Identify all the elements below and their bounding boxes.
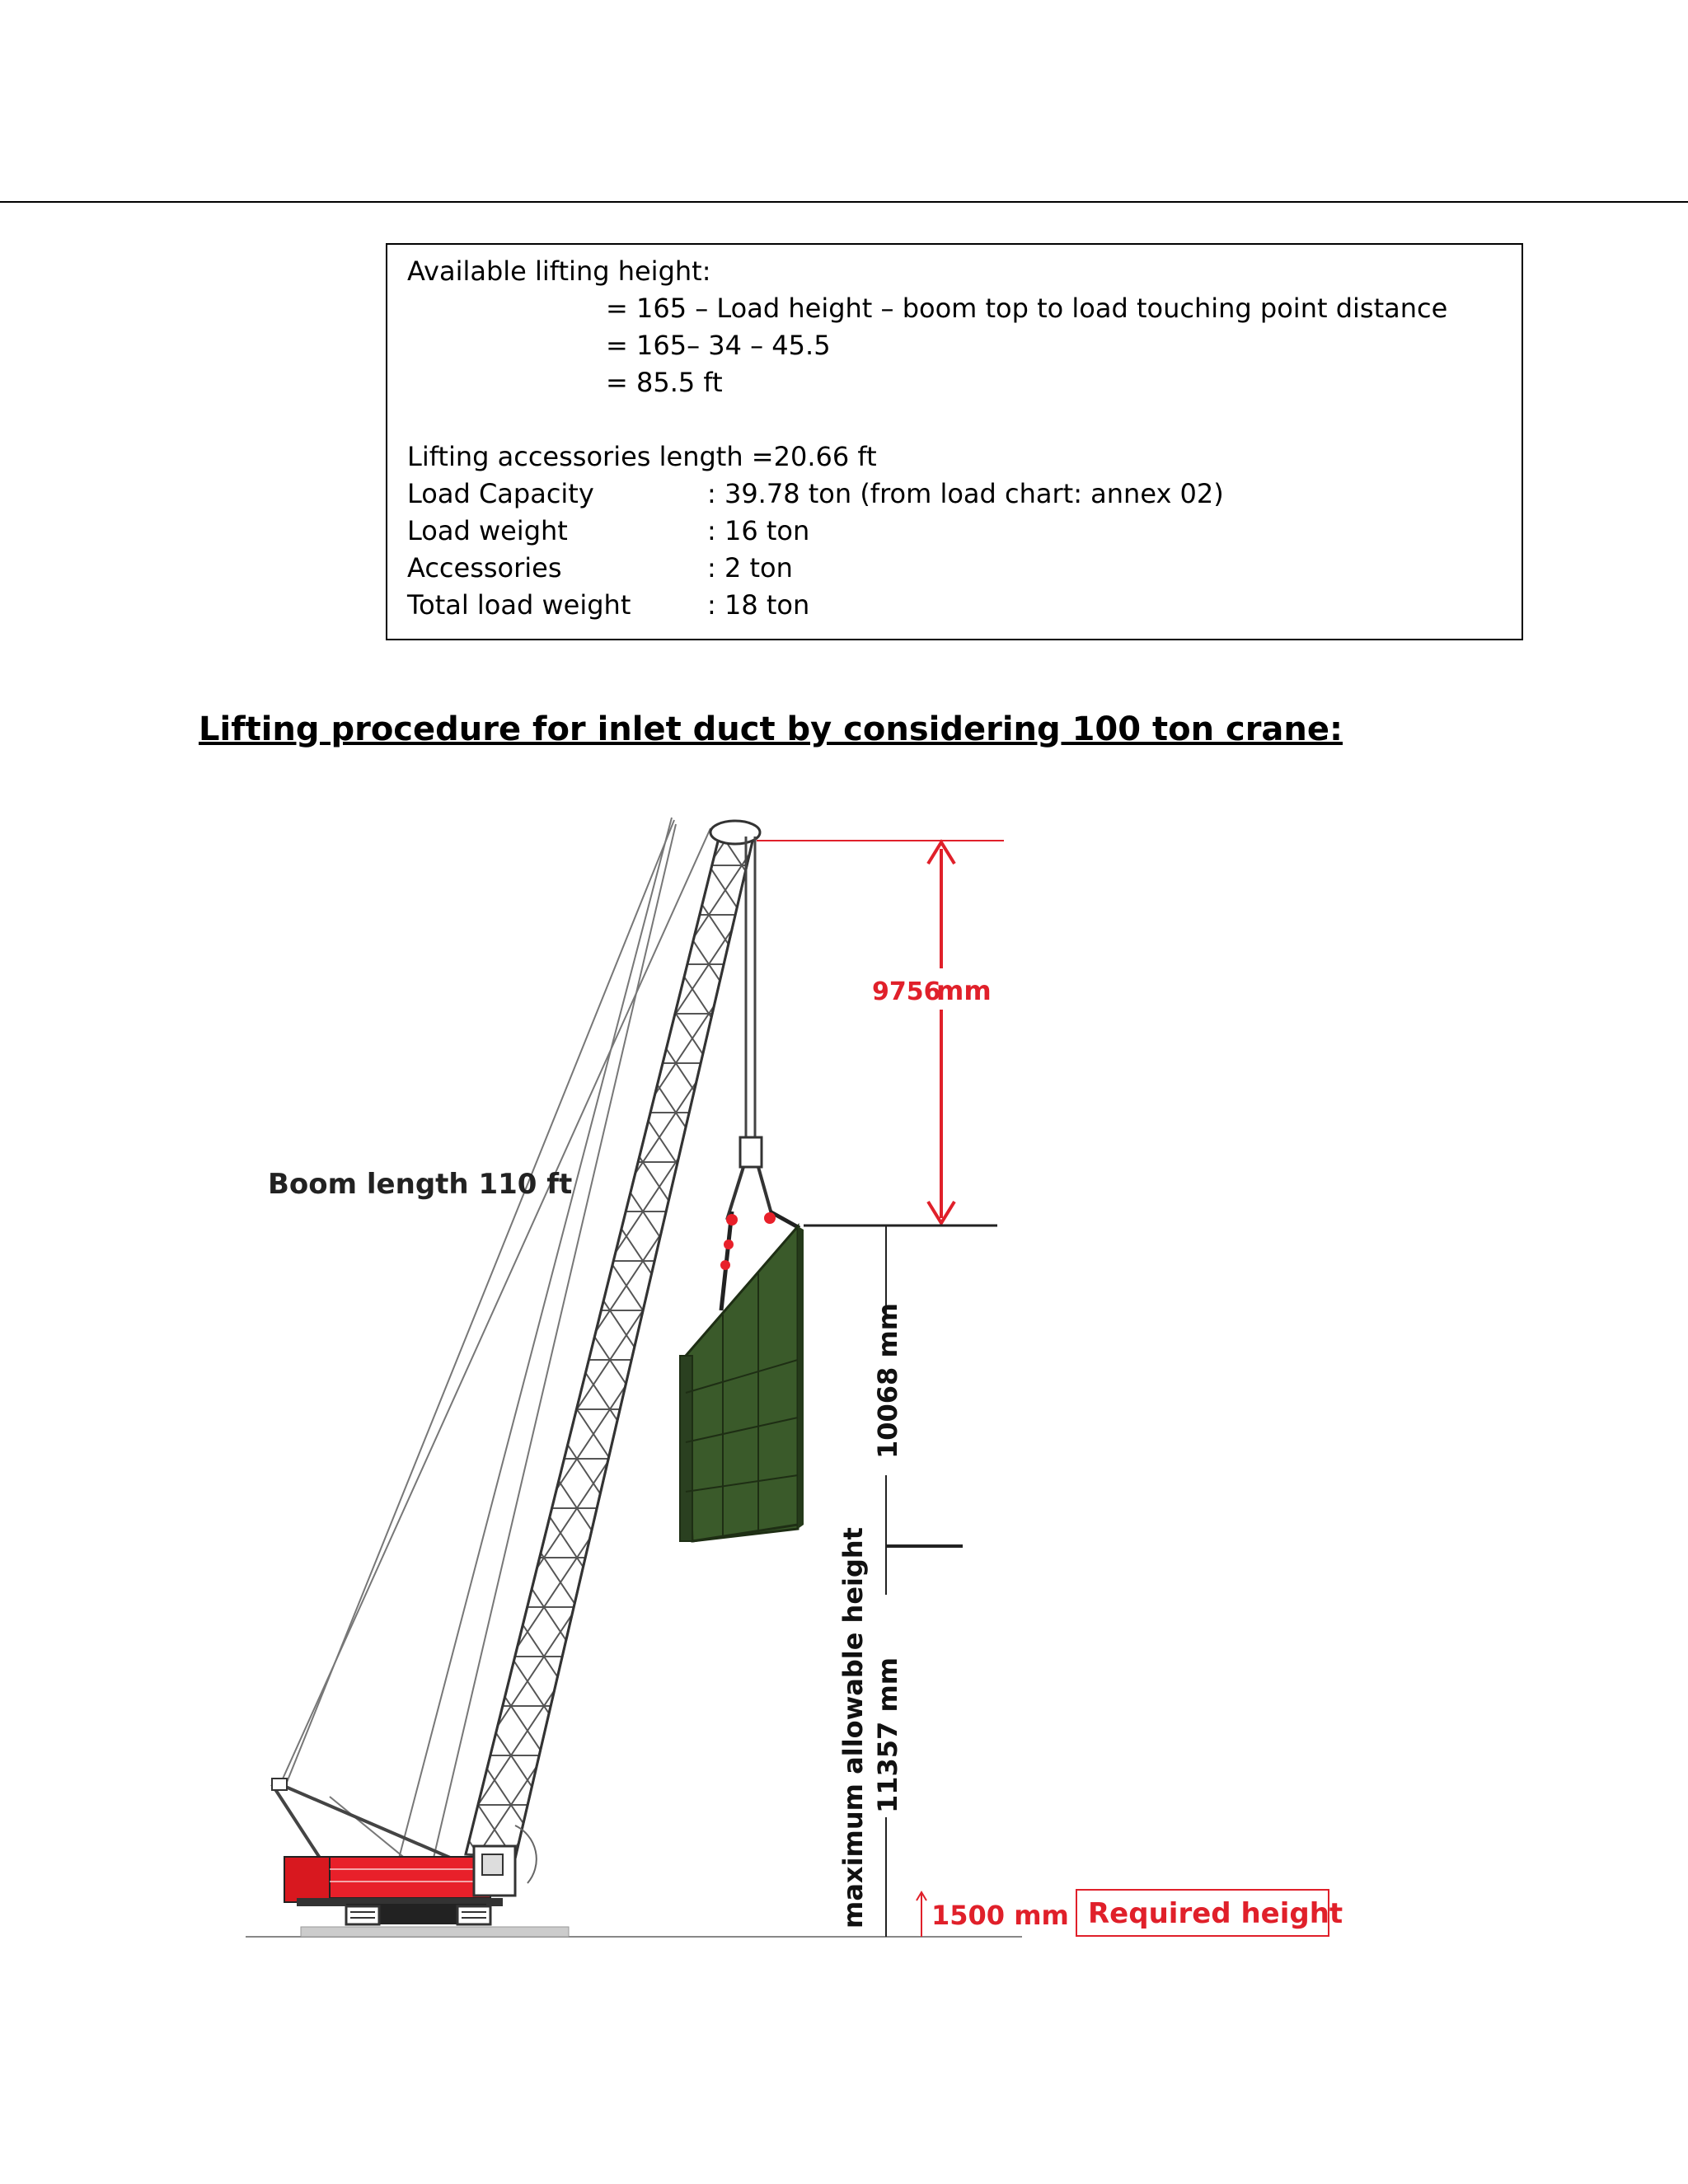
dim-top-value: 9756 — [872, 977, 941, 1006]
dim-required-value: 1500 mm — [931, 1900, 1069, 1931]
row-label: Total load weight — [407, 589, 631, 621]
section-heading: Lifting procedure for inlet duct by considering 100 ton crane: — [199, 710, 1343, 748]
formula-line-2: = 165– 34 – 45.5 — [606, 330, 831, 361]
accessories-length: Lifting accessories length =20.66 ft — [407, 441, 877, 472]
dimension-load-height — [804, 1226, 997, 1546]
dim-top-unit: mm — [936, 975, 992, 1006]
dimension-required-height — [917, 1890, 1343, 1937]
required-height-caption: Required height — [1088, 1897, 1343, 1930]
dim-max-value: 11357 mm — [872, 1657, 903, 1813]
row-value: : 39.78 ton (from load chart: annex 02) — [707, 478, 1224, 509]
row-label: Load Capacity — [407, 478, 594, 509]
shackle-icon — [726, 1214, 738, 1226]
row-value: : 16 ton — [707, 515, 810, 546]
boom-length-label: Boom length 110 ft — [268, 1168, 573, 1201]
dim-load-value: 10068 mm — [872, 1302, 903, 1459]
dim-max-caption: maximum allowable height — [837, 1527, 869, 1929]
available-height-title: Available lifting height: — [407, 255, 711, 287]
row-label: Load weight — [407, 515, 568, 546]
boom-tip-sheave — [710, 821, 760, 844]
hook-block — [740, 1137, 762, 1167]
formula-line-1: = 165 – Load height – boom top to load touching point distance — [606, 293, 1448, 324]
boom-pendant-lines — [280, 818, 710, 1879]
formula-line-3: = 85.5 ft — [606, 367, 723, 398]
row-label: Accessories — [407, 552, 562, 583]
inlet-duct-load — [680, 1226, 804, 1541]
dimension-boom-top-to-load — [757, 841, 1004, 1223]
row-value: : 2 ton — [707, 552, 793, 583]
dimension-max-allowable-height — [837, 1527, 903, 1937]
row-value: : 18 ton — [707, 589, 810, 621]
